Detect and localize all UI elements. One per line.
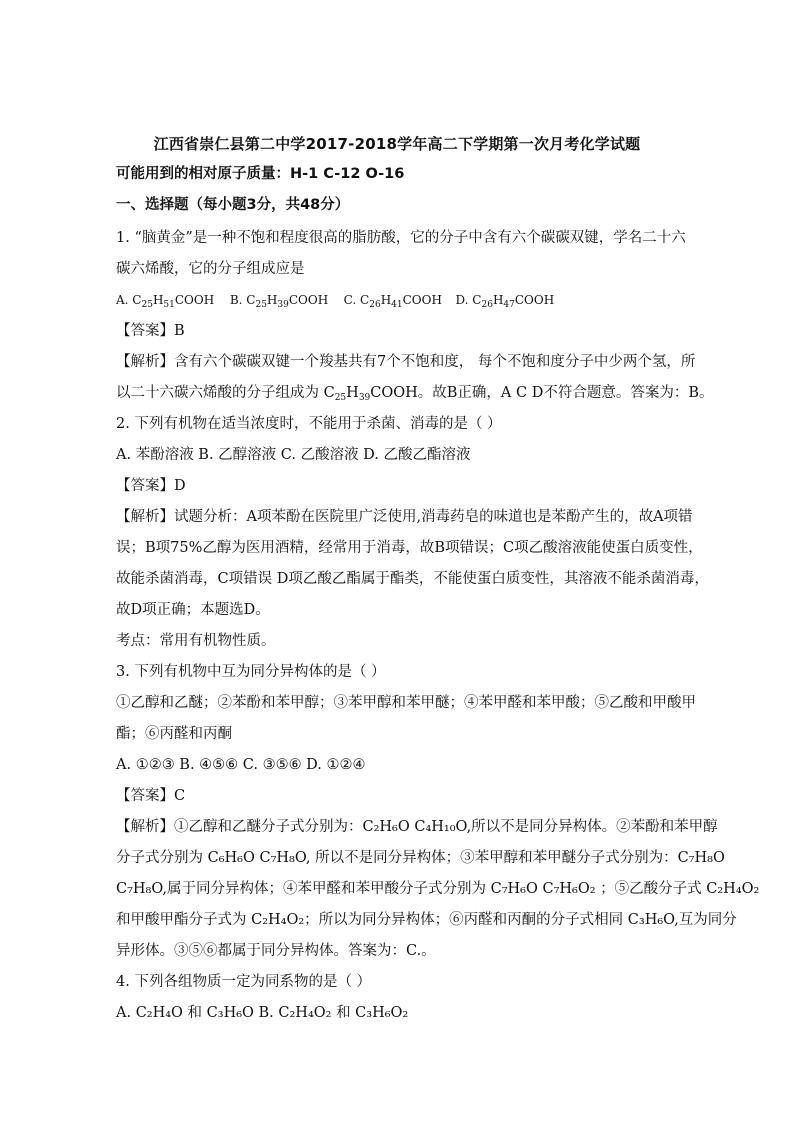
page-title: 江西省崇仁县第二中学2017-2018学年高二下学期第一次月考化学试题	[153, 135, 641, 153]
q4-options: A. C₂H₄O 和 C₃H₆O B. C₂H₄O₂ 和 C₃H₆O₂	[116, 1005, 409, 1021]
q3-choices-line1: ①乙醇和乙醚；②苯酚和苯甲醇；③苯甲醇和苯甲醚；④苯甲醛和苯甲酸；⑤乙酸和甲酸甲	[116, 695, 696, 711]
q1-explanation-line2: 以二十六碳六烯酸的分子组成为 $C_{25}H_{39}COOH$。故B正确，A C D不符合题意。答案为：B。	[116, 385, 714, 403]
section-heading: 一、选择题（每小题3分，共48分）	[116, 197, 350, 213]
q2-explanation-line2: 误；B项75%乙醇为医用酒精，经常用于消毒，故B项错误；C项乙酸溶液能使蛋白质变性，	[116, 540, 703, 556]
q2-answer: 【答案】D	[116, 478, 186, 494]
q3-choices-line2: 酯；⑥丙醛和丙酮	[116, 726, 232, 742]
q3-explanation-line2: 分子式分别为 C₆H₆O C₇H₈O, 所以不是同分异构体；③苯甲醇和苯甲醚分子式分别为：C₇H₈O	[116, 850, 725, 866]
q3-explanation-line4: 和甲酸甲酯分子式为 C₂H₄O₂；所以为同分异构体；⑥丙醛和丙酮的分子式相同 C₃H₆O,互为同分	[116, 912, 737, 928]
atomic-mass-note: 可能用到的相对原子质量：H-1 C-12 O-16	[116, 166, 405, 182]
q2-explanation-line4: 故D项正确；本题选D。	[116, 602, 270, 618]
q3-stem: 3. 下列有机物中互为同分异构体的是（ ）	[116, 664, 386, 680]
q2-explanation-line3: 故能杀菌消毒，C项错误 D项乙酸乙酯属于酯类，不能使蛋白质变性，其溶液不能杀菌消毒，	[116, 571, 709, 587]
q2-options: A. 苯酚溶液 B. 乙醇溶液 C. 乙酸溶液 D. 乙酸乙酯溶液	[116, 447, 471, 463]
q1-stem-line1: 1. “脑黄金”是一种不饱和程度很高的脂肪酸，它的分子中含有六个碳碳双键，学名二十六	[116, 230, 686, 246]
q1-option-a: A. $C_{25}H_{51}COOH$	[116, 293, 215, 310]
q3-explanation-line1: 【解析】①乙醇和乙醚分子式分别为：C₂H₆O C₄H₁₀O,所以不是同分异构体。②苯酚和苯甲醇	[116, 819, 718, 835]
q1-stem-line2: 碳六烯酸，它的分子组成应是	[116, 261, 305, 277]
q4-stem: 4. 下列各组物质一定为同系物的是（ ）	[116, 974, 372, 990]
q3-explanation-line3: C₇H₈O,属于同分异构体；④苯甲醛和苯甲酸分子式分别为 C₇H₆O C₇H₆O₂ ；⑤乙酸分子式 C₂H₄O₂	[116, 881, 760, 897]
q1-answer: 【答案】B	[116, 323, 185, 339]
q3-answer: 【答案】C	[116, 788, 186, 804]
q3-explanation-line5: 异形体。③⑤⑥都属于同分异构体。答案为：C.。	[116, 943, 436, 959]
q1-explanation-line1: 【解析】含有六个碳碳双键一个羧基共有7个不饱和度， 每个不饱和度分子中少两个氢，所	[116, 354, 696, 370]
q1-option-c: C. $C_{26}H_{41}COOH$	[343, 293, 442, 310]
q2-explanation-line1: 【解析】试题分析：A项苯酚在医院里广泛使用,消毒药皂的味道也是苯酚产生的，故A项错	[116, 509, 693, 525]
q1-option-b: B. $C_{25}H_{39}COOH$	[229, 293, 329, 310]
q2-stem: 2. 下列有机物在适当浓度时，不能用于杀菌、消毒的是（ ）	[116, 416, 502, 432]
q1-option-d: D. $C_{26}H_{47}COOH$	[455, 293, 555, 310]
q2-knowledge-point: 考点：常用有机物性质。	[116, 633, 276, 649]
q3-options: A. ①②③ B. ④⑤⑥ C. ③⑤⑥ D. ①②④	[116, 757, 366, 773]
q1-options	[116, 290, 696, 310]
